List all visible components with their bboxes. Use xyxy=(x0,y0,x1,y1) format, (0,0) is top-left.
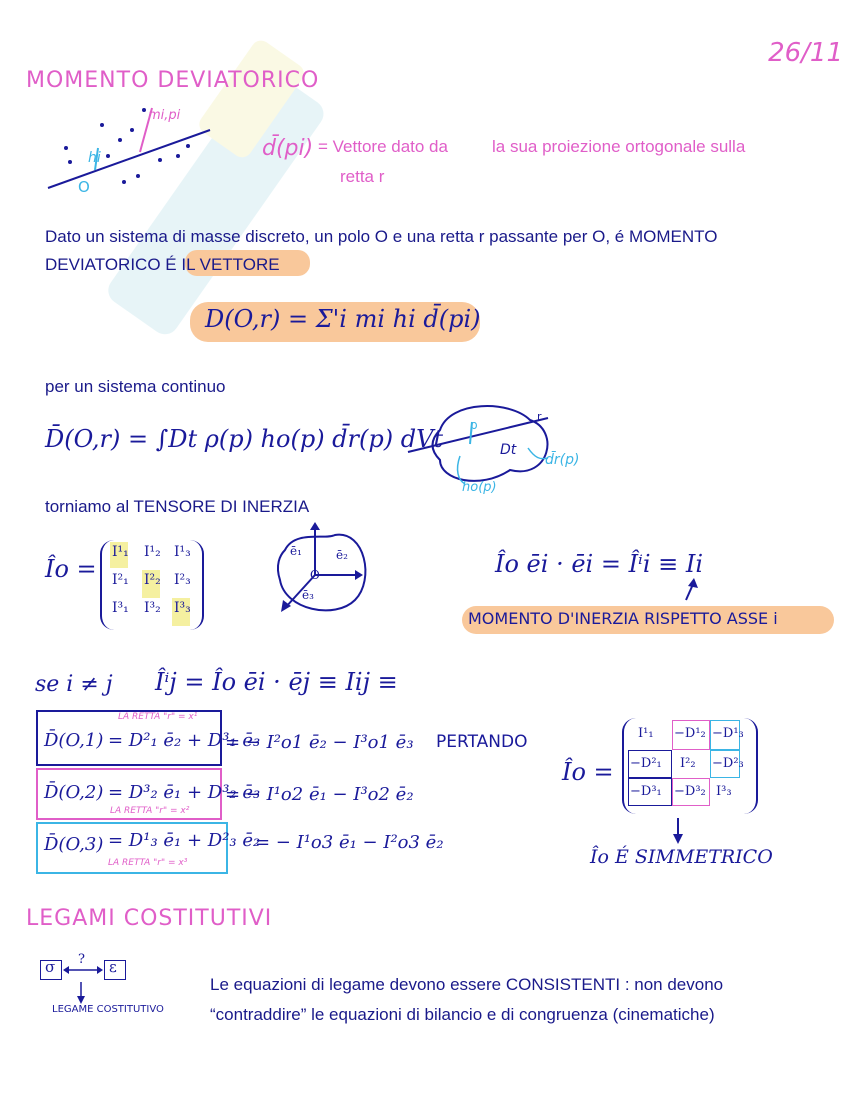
matrix-cell: −D²₁ xyxy=(630,756,662,771)
arrow-icon xyxy=(682,578,702,602)
row-3-mid: = D¹₃ ē₁ + D²₃ ē₂ xyxy=(108,830,261,851)
axis-label-e1: ē₁ xyxy=(290,544,302,558)
row-1-rhs: = − I²o1 ē₂ − I³o1 ē₃ xyxy=(225,732,414,753)
sketch-p-label: p xyxy=(470,418,478,432)
matrix-cell: I³₃ xyxy=(716,784,732,799)
row-3-lhs: D̄(O,3) xyxy=(44,834,104,855)
tensor-matrix xyxy=(100,540,204,630)
matrix-cell: −D³₂ xyxy=(674,784,706,799)
conclusion: Îo É SIMMETRICO xyxy=(590,846,773,868)
section2-text-line-2: “contraddire” le equazioni di bilancio e di congruenza (cinematiche) xyxy=(210,1005,715,1024)
formula-discrete: D(O,r) = Σ'i mi hi d̄(pi) xyxy=(205,305,481,333)
sketch-r-label: r xyxy=(537,410,542,423)
tensor-note: MOMENTO D'INERZIA RISPETTO ASSE i xyxy=(468,609,778,628)
origin-label: O xyxy=(78,178,90,196)
section2-text-line-1: Le equazioni di legame devono essere CONSISTENTI : non devono xyxy=(210,975,724,994)
matrix-cell: I³₃ xyxy=(174,600,191,616)
matrix-cell: I¹₂ xyxy=(144,544,161,560)
down-arrow-icon xyxy=(75,982,87,1004)
row-2-note: LA RETTA "r" = x² xyxy=(110,806,190,816)
tensor-eq-right: Îo ēi · ēi = Îⁱi ≡ Ii xyxy=(495,550,704,578)
matrix-cell: −D³₁ xyxy=(630,784,662,799)
continuous-label: per un sistema continuo xyxy=(45,377,226,396)
sketch-dt-label: Dt xyxy=(500,442,517,458)
matrix-cell: I³₂ xyxy=(144,600,161,616)
paragraph-line-1: Dato un sistema di masse discreto, un polo O e una retta r passante per O, é MOMENTO xyxy=(45,227,718,246)
axis-label-origin: O xyxy=(310,568,320,582)
definition-text-3: retta r xyxy=(340,167,385,186)
definition-text-1: = Vettore dato da xyxy=(318,137,448,156)
row-1-note: LA RETTA "r" = x¹ xyxy=(118,712,198,722)
question-mark: ? xyxy=(78,952,85,967)
matrix-cell: I²₃ xyxy=(174,572,191,588)
matrix-cell: I²₁ xyxy=(112,572,129,588)
axis-label-e3: ē₃ xyxy=(302,588,314,602)
pertanto-label: PERTANDO xyxy=(436,732,528,752)
matrix-cell: I¹₁ xyxy=(112,544,129,560)
row-2-lhs: D̄(O,2) xyxy=(44,782,104,803)
epsilon-symbol: ε xyxy=(109,958,117,976)
row-1-mid: = D²₁ ē₂ + D³₁ ē₃ xyxy=(108,730,261,751)
sigma-symbol: σ xyxy=(45,958,56,976)
definition-symbol: d̄(pi) xyxy=(262,136,314,161)
particle-label: mi,pi xyxy=(148,108,181,123)
row-2-rhs: = − I¹o2 ē₁ − I³o2 ē₂ xyxy=(225,784,414,805)
tensor-label: torniamo al TENSORE DI INERZIA xyxy=(45,497,310,516)
section-title-legami-costitutivi: LEGAMI COSTITUTIVI xyxy=(26,906,273,931)
matrix-cell: −D¹₃ xyxy=(712,726,744,741)
diagram-label: LEGAME COSTITUTIVO xyxy=(52,1004,164,1015)
matrix-cell: I²₂ xyxy=(144,572,161,588)
axes-body-sketch xyxy=(265,520,385,620)
paragraph-line-2: DEVIATORICO É IL VETTORE xyxy=(45,255,280,274)
page-number: 26/11 xyxy=(768,38,843,68)
row-1-lhs: D̄(O,1) xyxy=(44,730,104,751)
row-3-rhs: = − I¹o3 ē₁ − I²o3 ē₂ xyxy=(255,832,444,853)
axis-label-e2: ē₂ xyxy=(336,548,348,562)
definition-text-2: la sua proiezione ortogonale sulla xyxy=(492,137,746,156)
down-arrow-icon xyxy=(670,818,686,844)
distance-label: hi xyxy=(88,150,101,166)
final-matrix-lhs: Îo = xyxy=(562,758,614,786)
matrix-cell: I³₁ xyxy=(112,600,129,616)
condition-i-neq-j: se i ≠ j xyxy=(35,672,113,697)
matrix-cell: −D¹₂ xyxy=(674,726,706,741)
row-3-note: LA RETTA "r" = x³ xyxy=(108,858,188,868)
tensor-lhs: Îo = xyxy=(45,555,97,583)
final-matrix xyxy=(622,718,758,814)
sketch-ho-label: ho(p) xyxy=(462,480,497,495)
deviatoric-eq: Îⁱj = Îo ēi · ēj ≡ Iij ≡ xyxy=(155,668,398,696)
matrix-cell: −D²₃ xyxy=(712,756,744,771)
formula-continuous: D̄(O,r) = ∫Dt ρ(p) ho(p) d̄r(p) dVt xyxy=(45,425,444,453)
matrix-cell: I¹₁ xyxy=(638,726,654,741)
matrix-cell: I²₂ xyxy=(680,756,696,771)
sketch-dr-label: d̄r(p) xyxy=(545,452,580,468)
particle-line-sketch xyxy=(40,100,220,200)
row-2-mid: = D³₂ ē₁ + D³₂ ē₃ xyxy=(108,782,261,803)
matrix-cell: I¹₃ xyxy=(174,544,191,560)
section-title-momento-deviatorico: MOMENTO DEVIATORICO xyxy=(26,68,320,93)
